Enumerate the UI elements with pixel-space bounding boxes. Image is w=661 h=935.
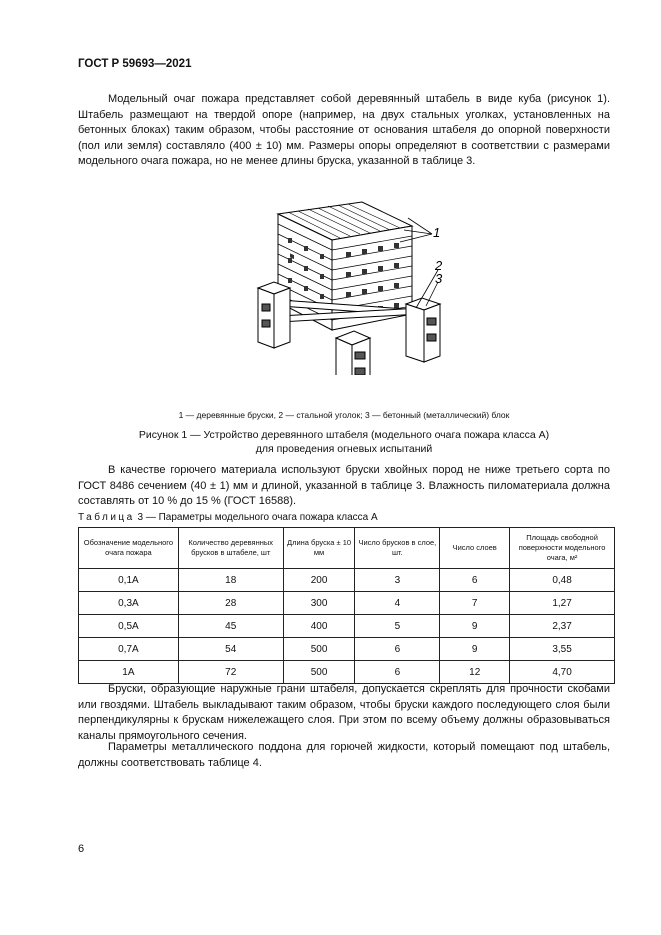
document-header: ГОСТ Р 59693—2021 (78, 58, 192, 70)
table-cell: 12 (440, 661, 510, 684)
table-row (79, 592, 615, 615)
table-cell: 0,7А (79, 638, 179, 661)
table-cell: 9 (440, 615, 510, 638)
header-cell: Число слоев (440, 528, 510, 569)
table-cell: 3,55 (510, 638, 615, 661)
table-cell: 45 (178, 615, 283, 638)
table-cell: 6 (355, 638, 440, 661)
header-cell: Количество деревянных брусков в штабеле, шт (178, 528, 283, 569)
table-row (79, 569, 615, 592)
table-title (78, 512, 378, 523)
table-cell: 300 (283, 592, 355, 615)
table-cell: 72 (178, 661, 283, 684)
table-header-row (79, 528, 615, 569)
callout-1: 1 (433, 225, 441, 240)
table-caption: 3 — Параметры модельного очага пожара класса А (134, 512, 378, 523)
paragraph-fire-model: Модельный очаг пожара представляет собой деревянный штабель в виде куба (рисунок 1). Штабель размещают на твердой опоре (например, на двух стальных уголках, установленных на бетонных блоках) таким образом, чтобы расстояние от основания штабеля до опорной поверхности (пол или земля) составляло (400 ± 10) мм. Размеры опоры определяют в соответствии с размерами модельного очага пожара, но не менее длины бруска, указанной в таблице 3. (78, 93, 610, 168)
table-cell: 9 (440, 638, 510, 661)
table-cell: 6 (355, 661, 440, 684)
figure-legend: 1 — деревянные бруски, 2 — стальной уголок; 3 — бетонный (металлический) блок (178, 410, 510, 420)
table-label: Таблица (78, 512, 135, 523)
table-cell: 0,48 (510, 569, 615, 592)
table-cell: 1,27 (510, 592, 615, 615)
header-cell: Обозначение модельного очага пожара (79, 528, 179, 569)
table-cell: 0,1А (79, 569, 179, 592)
table-cell: 18 (178, 569, 283, 592)
callout-2: 2 (435, 258, 443, 273)
figure-caption-line1: Рисунок 1 — Устройство деревянного штабеля (модельного очага пожара класса А) (138, 429, 550, 441)
figure-wood-crib (240, 190, 460, 375)
header-cell: Площадь свободной поверхности модельного очага, м² (510, 528, 615, 569)
table-cell: 7 (440, 592, 510, 615)
table-cell: 0,5А (79, 615, 179, 638)
table-cell: 28 (178, 592, 283, 615)
table-row (79, 661, 615, 684)
header-cell: Число брусков в слое, шт. (355, 528, 440, 569)
parameters-table (78, 527, 615, 684)
table-cell: 0,3А (79, 592, 179, 615)
table-cell: 2,37 (510, 615, 615, 638)
table-cell: 5 (355, 615, 440, 638)
table-cell: 1А (79, 661, 179, 684)
page-number: 6 (78, 843, 85, 855)
table-cell: 4 (355, 592, 440, 615)
paragraph-fuel-material: В качестве горючего материала используют бруски хвойных пород не ниже третьего сорта по ГОСТ 8486 сечением (40 ± 1) мм и длиной, указанной в таблице 3. Влажность пиломатериала должна составлять от 10 % до 15 % (ГОСТ 16588). (78, 464, 610, 508)
paragraph-crib-assembly: Бруски, образующие наружные грани штабеля, допускается скреплять для прочности скобами или гвоздями. Штабель выкладывают таким образом, чтобы бруски каждого последующего слоя были перпендикулярны к брускам нижележащего слоя. При этом по всему объему должны образовываться каналы прямоугольного сечения. (78, 683, 610, 742)
table-cell: 3 (355, 569, 440, 592)
callout-3: 3 (435, 271, 443, 286)
table-cell: 500 (283, 638, 355, 661)
table-cell: 200 (283, 569, 355, 592)
paragraph-metal-tray: Параметры металлического поддона для горючей жидкости, который помещают под штабель, должны соответствовать таблице 4. (78, 741, 610, 769)
figure-caption-line2: для проведения огневых испытаний (255, 443, 433, 455)
table-cell: 6 (440, 569, 510, 592)
table-row (79, 638, 615, 661)
table-cell: 400 (283, 615, 355, 638)
table-cell: 4,70 (510, 661, 615, 684)
table-cell: 54 (178, 638, 283, 661)
table-row (79, 615, 615, 638)
figure-caption (78, 428, 610, 456)
header-cell: Длина бруска ± 10 мм (283, 528, 355, 569)
table-cell: 500 (283, 661, 355, 684)
